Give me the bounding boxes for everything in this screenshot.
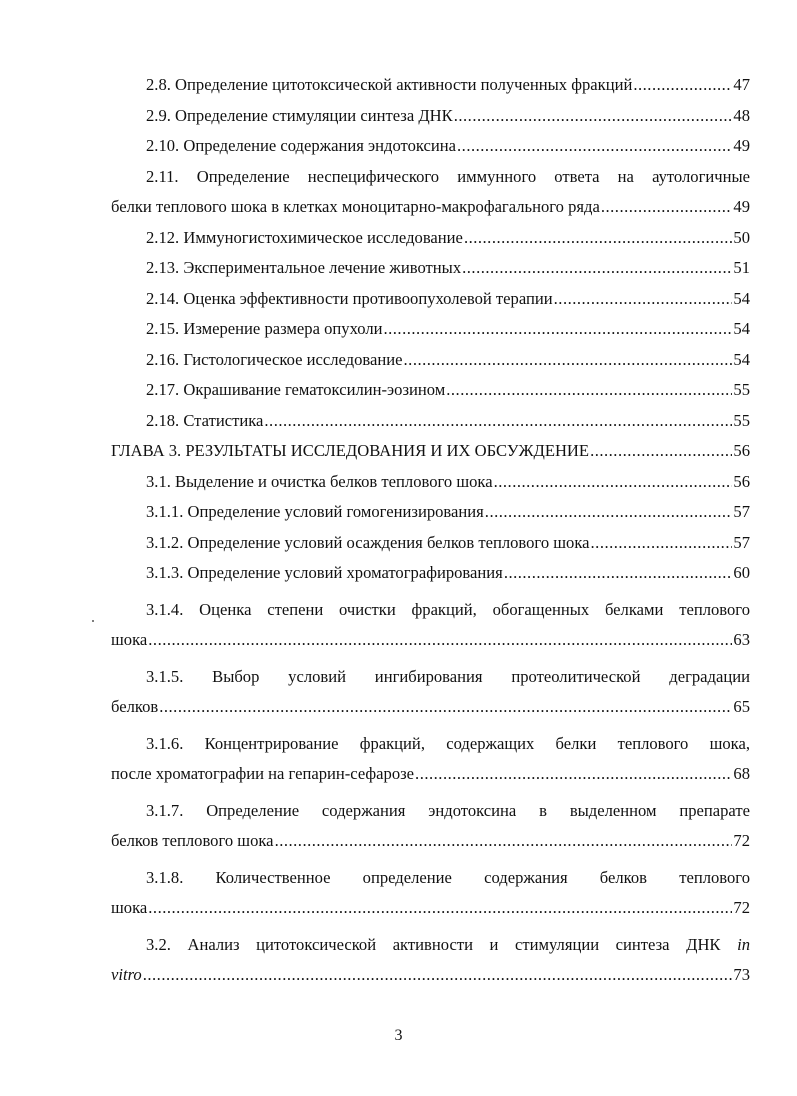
toc-page: 57 <box>733 502 750 521</box>
toc-entry-2-10 <box>111 131 750 162</box>
toc-page: 56 <box>733 441 750 460</box>
toc-page: 72 <box>733 831 750 850</box>
dot-leader <box>275 826 733 857</box>
toc-page: 51 <box>733 258 750 277</box>
dot-leader <box>591 528 733 559</box>
toc-title-line1: 3.1.4. Оценка степени очистки фракций, обогащенных белками теплового <box>146 599 750 619</box>
toc-title: 2.18. Статистика <box>146 410 264 430</box>
toc-title-line1: 3.1.8. Количественное определение содержания белков теплового <box>146 867 750 887</box>
toc-entry-chapter-3 <box>111 436 750 467</box>
dot-leader <box>633 70 732 101</box>
dot-leader <box>404 345 733 376</box>
toc-entry-3-1-5 <box>111 662 750 723</box>
toc-title: 3.1.1. Определение условий гомогенизирования <box>146 502 484 521</box>
toc-title-line1: 2.11. Определение неспецифического иммунного ответа на аутологичные <box>146 166 750 186</box>
toc-title: 2.15. Измерение размера опухоли <box>146 319 383 338</box>
toc-entry-3-1-4 <box>111 595 750 656</box>
dot-leader <box>454 101 733 132</box>
toc-title: 2.12. Иммуногистохимическое исследование <box>146 227 463 247</box>
dot-leader <box>143 960 733 991</box>
toc-title: 2.14. Оценка эффективности противоопухолевой терапии <box>146 288 553 308</box>
toc-title: белков теплового шока <box>111 831 274 850</box>
dot-leader <box>464 223 732 254</box>
dot-leader <box>494 467 733 498</box>
toc-title: 3.1. Выделение и очистка белков теплового шока <box>146 471 493 491</box>
toc-page: 63 <box>733 630 750 649</box>
toc-entry-3-1-3 <box>111 558 750 589</box>
toc-title: 2.16. Гистологическое исследование <box>146 349 403 369</box>
dot-leader <box>415 759 732 790</box>
toc-title-line1: 3.1.7. Определение содержания эндотоксина в выделенном препарате <box>146 800 750 820</box>
toc-entry-2-18 <box>111 406 750 437</box>
toc-page: 72 <box>733 898 750 917</box>
dot-leader <box>462 253 732 284</box>
toc-entry-2-13 <box>111 253 750 284</box>
toc-entry-2-12 <box>111 223 750 254</box>
dot-leader <box>264 406 732 437</box>
toc-title-line1: 3.1.6. Концентрирование фракций, содержащих белки теплового шока, <box>146 733 750 753</box>
toc-title: 2.8. Определение цитотоксической активности полученных фракций <box>146 75 633 94</box>
page-number: 3 <box>394 1027 403 1044</box>
scan-speck <box>92 620 94 622</box>
toc-page: 47 <box>733 75 750 94</box>
dot-leader <box>148 625 732 656</box>
toc-title-italic: vitro <box>111 965 142 984</box>
toc-title <box>111 960 142 991</box>
toc-title: 3.1.2. Определение условий осаждения белков теплового шока <box>146 532 590 552</box>
toc-entry-3-1 <box>111 467 750 498</box>
toc-title-line1: 3.1.5. Выбор условий ингибирования протеолитической деградации <box>146 666 750 686</box>
dot-leader <box>601 192 733 223</box>
toc-page: 54 <box>733 319 750 338</box>
toc-title: 2.17. Окрашивание гематоксилин-эозином <box>146 380 446 399</box>
toc-page: 68 <box>733 764 750 783</box>
toc-title-line1-text: 3.2. Анализ цитотоксической активности и стимуляции синтеза ДНК <box>146 934 721 954</box>
toc-entry-2-11 <box>111 162 750 223</box>
dot-leader <box>485 497 733 528</box>
toc-entry-2-15 <box>111 314 750 345</box>
toc-page: 55 <box>733 410 750 430</box>
toc-chapter-title: ГЛАВА 3. РЕЗУЛЬТАТЫ ИССЛЕДОВАНИЯ И ИХ ОБСУЖДЕНИЕ <box>111 441 590 460</box>
toc-page: 54 <box>733 349 750 369</box>
table-of-contents <box>111 70 750 991</box>
toc-entry-2-17 <box>111 375 750 406</box>
toc-title-line1-italic: in <box>737 934 750 954</box>
toc-title: 3.1.3. Определение условий хроматографирования <box>146 563 503 582</box>
dot-leader <box>159 692 732 723</box>
toc-title: белки теплового шока в клетках моноцитарно-макрофагального ряда <box>111 197 600 216</box>
dot-leader <box>554 284 733 315</box>
dot-leader <box>383 314 732 345</box>
toc-entry-2-16 <box>111 345 750 376</box>
toc-entry-3-1-7 <box>111 796 750 857</box>
toc-page: 60 <box>733 563 750 582</box>
toc-title: 2.13. Экспериментальное лечение животных <box>146 258 462 277</box>
dot-leader <box>457 131 732 162</box>
toc-page: 54 <box>733 288 750 308</box>
toc-page: 73 <box>733 965 750 984</box>
toc-page: 55 <box>733 380 750 399</box>
dot-leader <box>148 893 732 924</box>
toc-page: 65 <box>733 697 750 716</box>
toc-title: 2.9. Определение стимуляции синтеза ДНК <box>146 105 453 125</box>
toc-title: шока <box>111 630 148 649</box>
toc-page: 48 <box>733 105 750 125</box>
dot-leader <box>504 558 733 589</box>
toc-entry-2-14 <box>111 284 750 315</box>
toc-entry-3-1-1 <box>111 497 750 528</box>
toc-entry-3-1-8 <box>111 863 750 924</box>
toc-page: 50 <box>733 227 750 247</box>
toc-title: шока <box>111 898 148 917</box>
toc-title: 2.10. Определение содержания эндотоксина <box>146 136 457 155</box>
toc-entry-3-1-2 <box>111 528 750 559</box>
toc-title: после хроматографии на гепарин-сефарозе <box>111 764 415 783</box>
toc-title: белков <box>111 697 159 716</box>
toc-entry-3-1-6 <box>111 729 750 790</box>
toc-page: 49 <box>733 136 750 155</box>
toc-entry-2-9 <box>111 101 750 132</box>
toc-title-line1 <box>111 930 750 961</box>
toc-entry-3-2 <box>111 930 750 991</box>
toc-page: 49 <box>733 197 750 216</box>
toc-page: 56 <box>733 471 750 491</box>
toc-entry-2-8 <box>111 70 750 101</box>
dot-leader <box>446 375 732 406</box>
toc-page: 57 <box>733 532 750 552</box>
dot-leader <box>590 436 732 467</box>
